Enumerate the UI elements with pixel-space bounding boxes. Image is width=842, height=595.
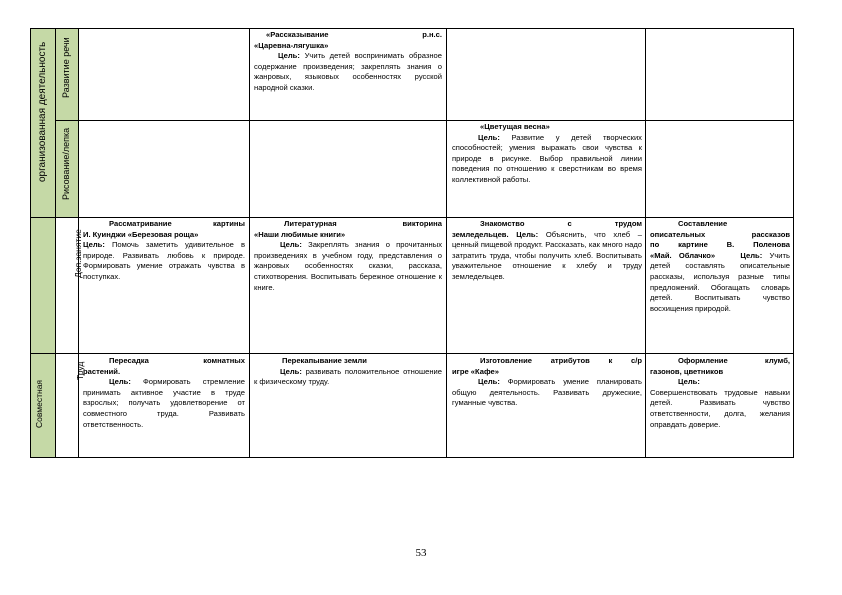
goal-label: Цель: [478, 132, 500, 142]
activity-cell [650, 356, 790, 456]
goal-label: Цель: [280, 240, 302, 250]
activity-title: земледельцев. [452, 229, 509, 239]
activity-cell [452, 219, 642, 351]
row-divider [30, 353, 794, 354]
activity-cell [83, 219, 245, 351]
activity-title: Перекапывание земли [282, 356, 367, 365]
activity-title: Рассматривание картины [109, 219, 245, 228]
row-label-extra: Доп.занятие [73, 229, 83, 278]
activity-title: Знакомство с трудом [480, 219, 642, 228]
activity-title: газонов, цветников [650, 366, 724, 376]
activity-cell [83, 356, 245, 456]
goal-label: Цель: [280, 366, 302, 376]
row-divider [30, 217, 794, 218]
goal-label: Цель: [478, 377, 500, 387]
activity-text: Помочь заметить удивительное в природе. Развивать любовь к природе. Формировать умение отражать чувства в поступках. [83, 240, 245, 281]
goal-label: Цель: [109, 377, 131, 387]
row-label-drawing: Рисование/лепка [61, 127, 71, 200]
goal-label: Цель: [278, 51, 300, 61]
goal-label: Цель: [516, 229, 539, 239]
section-label: организованная деятельность [37, 41, 48, 182]
activity-cell [452, 122, 642, 216]
activity-title: «Рассказывание р.н.с. [266, 30, 442, 39]
column-divider [249, 28, 250, 458]
joint-label: Совместная [34, 379, 44, 428]
activity-title: Составление [678, 219, 728, 228]
activity-text: Учить детей составлять описательные рассказы, используя разные типы предложений. Обогащать словарь детей. Воспитывать чувство восхищения природой. [650, 250, 790, 313]
activity-title: «Наши любимые книги» [254, 229, 346, 239]
page-number: 53 [415, 547, 427, 559]
activity-title: Изготовление атрибутов к с/р [480, 356, 642, 365]
activity-text: Объяснить, что хлеб – ценный пищевой продукт. Рассказать, как много надо затратить труда, чтобы получить хлеб. Воспитывать уважительное отношение к хлебу и труду земледельцев. [452, 229, 642, 281]
activity-title: «Цветущая весна» [480, 122, 550, 131]
row-label-speech: Развитие речи [61, 37, 71, 98]
activity-title: Литературная викторина [284, 219, 442, 228]
activity-text: Совершенствовать трудовые навыки детей. Развивать чувство ответственности, долга, желания оправдать доверие. [650, 387, 790, 429]
activity-text: Закреплять знания о прочитанных произведениях в учебном году, представления о жанровых особенностях сказки, рассказа, стихотворения. Воспитывать бережное отношение к книге. [254, 240, 442, 292]
column-divider [645, 28, 646, 458]
activity-title: по картине В. Поленова [650, 240, 790, 250]
activity-cell [254, 356, 442, 456]
goal-label: Цель: [678, 377, 700, 387]
row-divider [55, 120, 794, 121]
activity-cell [452, 356, 642, 456]
activity-text: развивать положительное отношение к физическому труду. [254, 366, 442, 387]
column-divider [55, 28, 56, 458]
goal-label: Цель: [83, 240, 105, 250]
activity-title: описательных рассказов [650, 229, 790, 239]
activity-title: игре «Кафе» [452, 366, 499, 376]
activity-cell [254, 219, 442, 351]
activity-title: растений. [83, 366, 121, 376]
column-divider [446, 28, 447, 458]
activity-text: Учить детей воспринимать образное содержание произведения; закреплять знания о жанровых, языковых особенностях русской народной сказки. [254, 51, 442, 92]
activity-text: Формировать умение планировать общую деятельность. Развивать дружеские, гуманные чувства. [452, 377, 642, 408]
goal-label: Цель: [740, 250, 763, 260]
activity-text: Развитие у детей творческих способностей; умения выражать свои чувства к природе в рисунке. Выбор правильной линии поведения по отношению к сверстникам во время коллективной работы. [452, 132, 642, 184]
activity-title: Пересадка комнатных [109, 356, 245, 365]
activity-title: «Царевна-лягушка» [254, 40, 329, 50]
activity-cell [254, 30, 442, 118]
activity-text: Формировать стремление принимать активное участие в труде взрослых; получать удовлетворение от совместного труда. Развивать ответственность. [83, 377, 245, 429]
row-label-labor: Труд [75, 361, 85, 380]
activity-title: «Май. Облачко» [650, 250, 716, 260]
activity-title: И. Куинджи «Березовая роща» [83, 229, 199, 239]
activity-title: Оформление клумб, [678, 356, 790, 365]
activity-cell [650, 219, 790, 351]
